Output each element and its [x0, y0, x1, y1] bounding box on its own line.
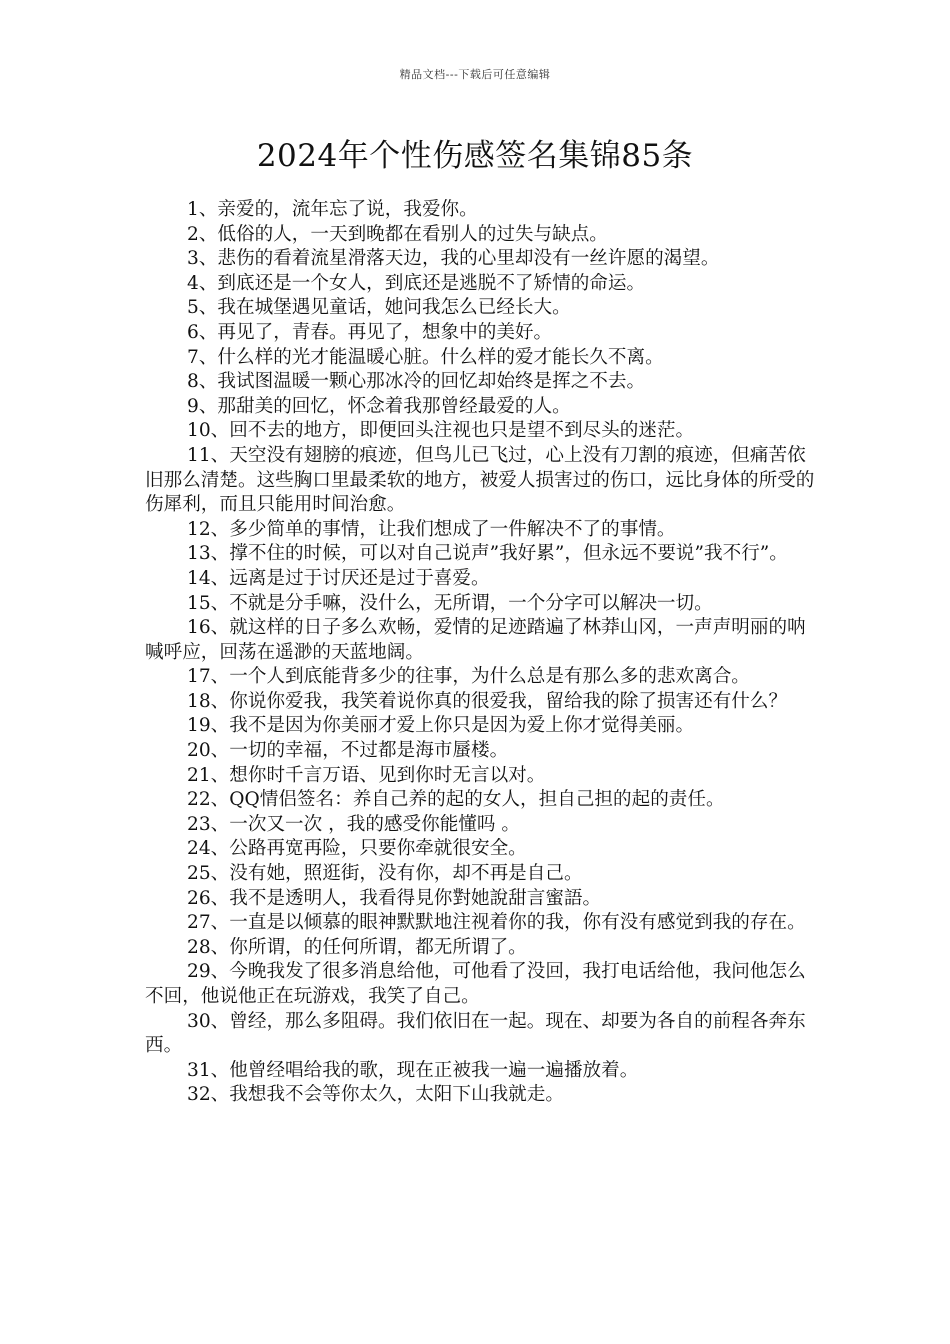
list-item: 14、远离是过于讨厌还是过于喜爱。 — [187, 567, 490, 589]
list-item: 20、一切的幸福，不过都是海市蜃楼。 — [187, 740, 509, 762]
list-item: 12、多少简单的事情，让我们想成了一件解决不了的事情。 — [187, 518, 676, 540]
list-item: 6、再见了，青春。再见了，想象中的美好。 — [187, 321, 553, 343]
list-item: 32、我想我不会等你太久，太阳下山我就走。 — [187, 1084, 564, 1106]
list-item: 25、没有她，照逛街，没有你，却不再是自己。 — [187, 863, 583, 885]
list-item: 5、我在城堡遇见童话，她问我怎么已经长大。 — [187, 297, 571, 319]
list-item: 3、悲伤的看着流星滑落天边，我的心里却没有一丝许愿的渴望。 — [187, 248, 720, 270]
list-item: 26、我不是透明人，我看得見你對她說甜言蜜語。 — [187, 887, 602, 909]
list-item: 16、就这样的日子多么欢畅，爱情的足迹踏遍了林莽山冈，一声声明丽的呐喊呼应，回荡在遥渺的天蓝地阔。 — [145, 617, 806, 663]
list-item: 9、那甜美的回忆，怀念着我那曾经最爱的人。 — [187, 395, 571, 417]
signature-list — [145, 198, 815, 1108]
list-item: 21、想你时千言万语、见到你时无言以对。 — [187, 764, 546, 786]
list-item: 24、公路再宽再险，只要你牵就很安全。 — [187, 838, 527, 860]
list-item: 23、一次又一次 ，我的感受你能懂吗 。 — [187, 813, 520, 835]
list-item: 29、今晚我发了很多消息给他，可他看了没回，我打电话给他，我问他怎么不回，他说他正在玩游戏，我笑了自己。 — [145, 961, 806, 1007]
list-item: 10、回不去的地方，即便回头注视也只是望不到尽头的迷茫。 — [187, 420, 695, 442]
list-item: 30、曾经，那么多阻碍。我们依旧在一起。现在、却要为各自的前程各奔东西。 — [145, 1010, 806, 1057]
list-item: 4、到底还是一个女人，到底还是逃脱不了矫情的命运。 — [187, 272, 646, 294]
list-item: 17、一个人到底能背多少的往事，为什么总是有那么多的悲欢离合。 — [187, 666, 750, 688]
list-item: 7、什么样的光才能温暖心脏。什么样的爱才能长久不离。 — [187, 346, 664, 368]
document-title: 2024年个性伤感签名集锦85条 — [256, 138, 694, 174]
list-item: 31、他曾经唱给我的歌，现在正被我一遍一遍播放着。 — [187, 1059, 639, 1081]
list-item: 18、你说你爱我，我笑着说你真的很爱我，留给我的除了损害还有什么？ — [187, 690, 788, 712]
list-item: 27、一直是以倾慕的眼神默默地注视着你的我，你有没有感觉到我的存在。 — [187, 912, 806, 934]
header-note: 精品文档---下载后可任意编辑 — [399, 68, 551, 81]
list-item: 11、天空没有翅膀的痕迹，但鸟儿已飞过，心上没有刀割的痕迹，但痛苦依旧那么清楚。这些胸口里最柔软的地方，被爱人损害过的伤口，远比身体的所受的伤犀利，而且只能用时间治愈。 — [145, 444, 815, 516]
list-item: 15、不就是分手嘛，没什么，无所谓，一个分字可以解决一切。 — [187, 592, 713, 614]
list-item: 13、撑不住的时候，可以对自己说声”我好累”，但永远不要说”我不行”。 — [187, 543, 788, 565]
list-item: 19、我不是因为你美丽才爱上你只是因为爱上你才觉得美丽。 — [187, 715, 695, 737]
list-item: 1、亲爱的，流年忘了说，我爱你。 — [187, 199, 478, 220]
list-item: 8、我试图温暖一颗心那冰冷的回忆却始终是挥之不去。 — [187, 371, 646, 393]
list-item: 2、低俗的人，一天到晚都在看别人的过失与缺点。 — [187, 223, 608, 245]
list-item: 28、你所谓，的任何所谓，都无所谓了。 — [187, 936, 527, 958]
list-item: 22、QQ情侣签名：养自己养的起的女人，担自己担的起的责任。 — [187, 789, 725, 811]
